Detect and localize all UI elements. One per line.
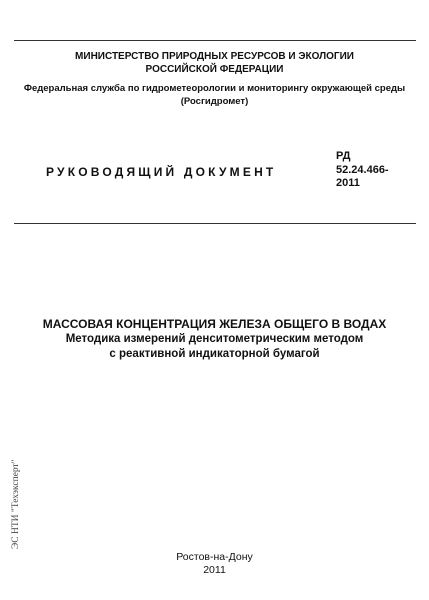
middle-divider [14, 223, 416, 224]
service-heading [0, 82, 429, 108]
document-title [0, 317, 429, 362]
document-code-line-2: 52.24.466- [336, 163, 389, 176]
document-code-line-1: РД [336, 150, 351, 162]
top-divider [14, 40, 416, 41]
service-line-2: (Росгидромет) [180, 96, 249, 107]
document-type-label: РУКОВОДЯЩИЙ ДОКУМЕНТ [46, 165, 277, 179]
title-main: МАССОВАЯ КОНЦЕНТРАЦИЯ ЖЕЛЕЗА ОБЩЕГО В ВОДАХ [42, 317, 387, 331]
ministry-heading [0, 50, 429, 76]
document-code-line-3: 2011 [336, 177, 360, 189]
publisher-stamp: ЭС НТИ "Техэксперт" [11, 459, 21, 549]
imprint-year: 2011 [203, 564, 226, 576]
service-line-1: Федеральная служба по гидрометеорологии и мониторингу окружающей среды [23, 83, 406, 94]
title-sub-line-2: с реактивной индикаторной бумагой [109, 348, 320, 360]
ministry-line-2: РОССИЙСКОЙ ФЕДЕРАЦИИ [145, 64, 284, 75]
title-sub-line-1: Методика измерений денситометрическим методом [65, 333, 364, 345]
document-code [336, 150, 389, 191]
ministry-line-1: МИНИСТЕРСТВО ПРИРОДНЫХ РЕСУРСОВ И ЭКОЛОГИИ [75, 51, 354, 62]
imprint-city: Ростов-на-Дону [176, 551, 253, 563]
imprint [0, 551, 429, 577]
